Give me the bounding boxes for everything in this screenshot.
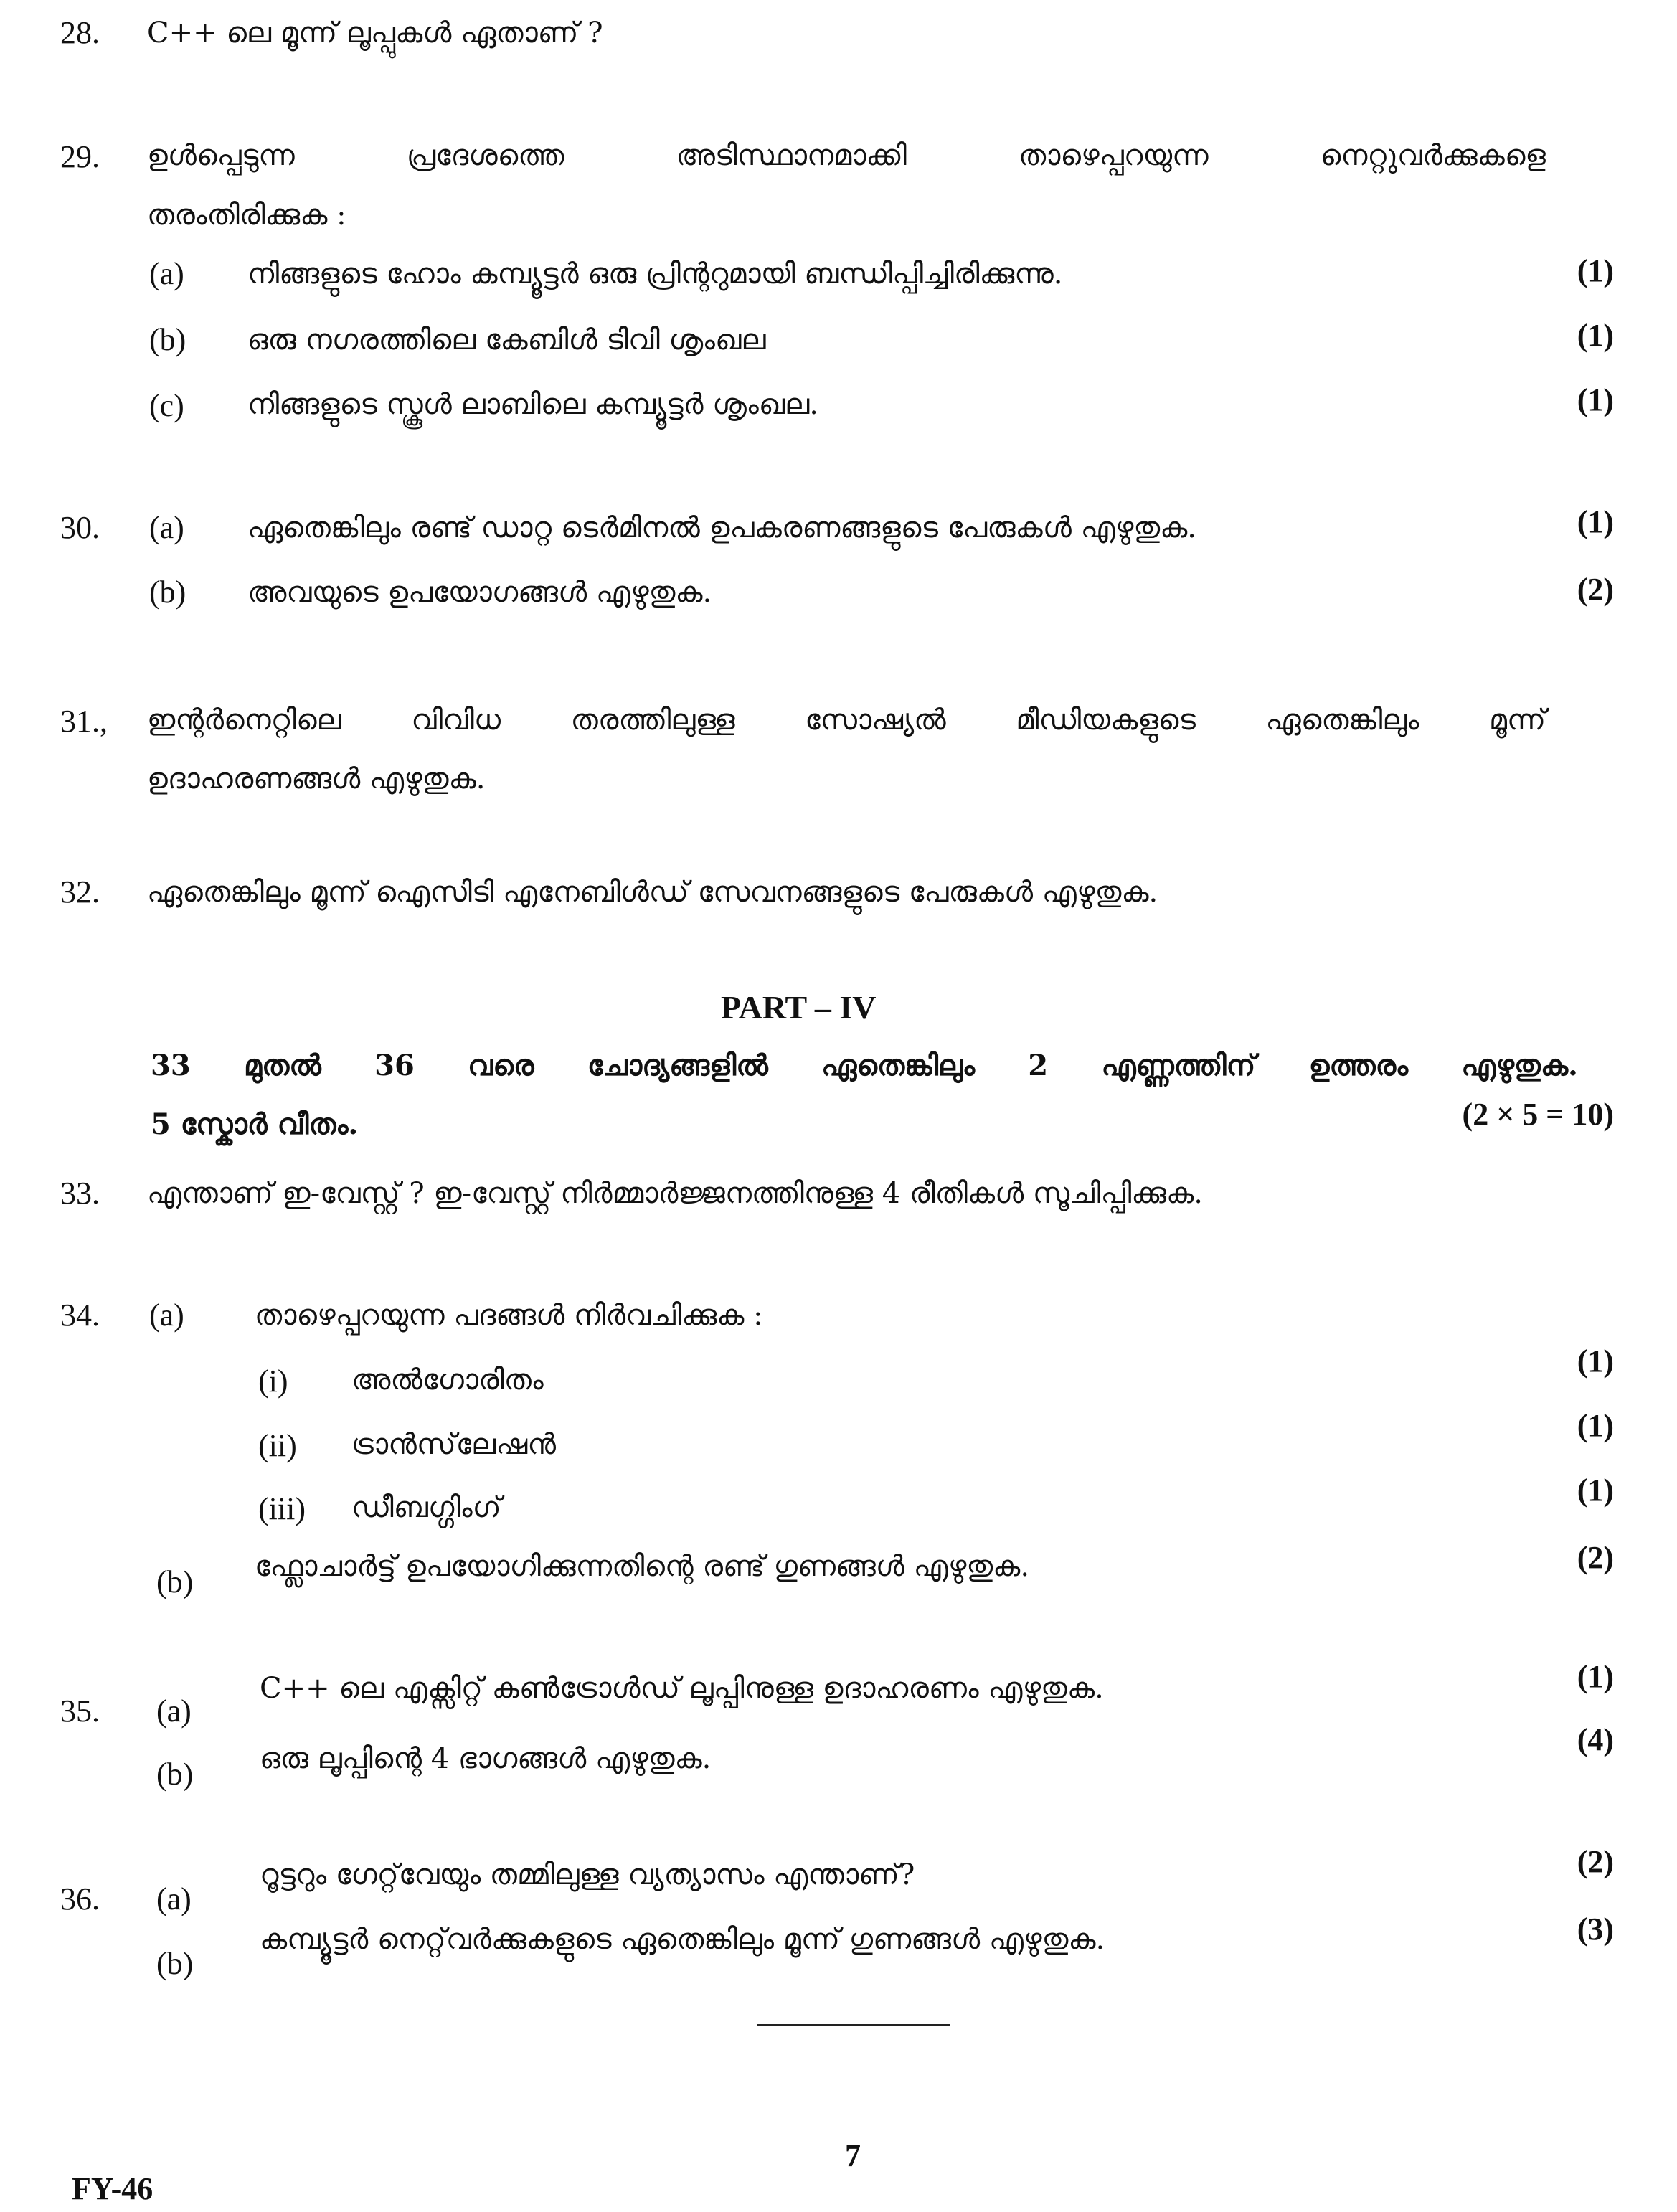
word: വരെ	[468, 1049, 534, 1082]
sub-label: (b)	[149, 322, 186, 357]
marks: (1)	[1577, 318, 1614, 353]
word: ഉൾപ്പെടുന്ന	[147, 139, 295, 172]
sub-sub-text: ട്രാൻസ്‌ലേഷൻ	[351, 1428, 557, 1461]
sub-label: (b)	[156, 1757, 194, 1792]
question-number: 36.	[60, 1881, 100, 1916]
word: നെറ്റുവർക്കുകളെ	[1320, 139, 1546, 172]
question-number: 30.	[60, 510, 100, 545]
marks: (2)	[1577, 1540, 1614, 1575]
paper-code: FY-46	[72, 2171, 153, 2206]
marks: (1)	[1577, 1473, 1614, 1508]
marks: (1)	[1577, 504, 1614, 539]
sub-sub-text: ഡീബഗ്ഗിംഗ്	[351, 1491, 501, 1524]
marks: (2)	[1577, 572, 1614, 607]
sub-label: (b)	[156, 1946, 194, 1981]
sub-text: ഫ്ലോചാർട്ട് ഉപയോഗിക്കുന്നതിന്റെ രണ്ട് ഗുണങ്ങൾ എഴുതുക.	[255, 1550, 1030, 1583]
sub-text: അവയുടെ ഉപയോഗങ്ങൾ എഴുതുക.	[247, 576, 712, 609]
question-text-line	[147, 138, 1546, 173]
question-text-line	[147, 703, 1546, 737]
question-text: എന്താണ് ഇ-വേസ്റ്റ് ? ഇ-വേസ്റ്റ് നിർമ്മാർജ്ജനത്തിനുള്ള 4 രീതികൾ സൂചിപ്പിക്കുക.	[147, 1177, 1203, 1210]
sub-label: (a)	[149, 1298, 184, 1333]
sub-label: (a)	[156, 1693, 192, 1729]
part-instruction-line	[151, 1049, 1578, 1083]
question-text: C++ ലെ മൂന്ന് ലൂപ്പുകൾ ഏതാണ് ?	[147, 16, 603, 49]
sub-text: റൂട്ടറും ഗേറ്റ്‌വേയും തമ്മിലുള്ള വ്യത്യാസം എന്താണ്?	[260, 1858, 915, 1891]
marks: (1)	[1577, 1408, 1614, 1443]
sub-label: (b)	[149, 575, 186, 610]
question-number: 31.,	[60, 704, 108, 739]
word: 2	[1028, 1049, 1049, 1082]
marks: (1)	[1577, 1659, 1614, 1694]
sub-label: (b)	[156, 1564, 194, 1599]
page-number: 7	[845, 2138, 861, 2173]
sub-label: (a)	[156, 1881, 192, 1916]
word: ഇന്റർനെറ്റിലെ	[147, 704, 341, 737]
sub-sub-label: (i)	[258, 1363, 288, 1399]
word: അടിസ്ഥാനമാക്കി	[676, 139, 907, 172]
sub-text: കമ്പ്യൂട്ടർ നെറ്റ്‌വർക്കുകളുടെ ഏതെങ്കിലും മൂന്ന് ഗുണങ്ങൾ എഴുതുക.	[260, 1923, 1105, 1956]
sub-text: ഏതെങ്കിലും രണ്ട് ഡാറ്റ ടെർമിനൽ ഉപകരണങ്ങളുടെ പേരുകൾ എഴുതുക.	[247, 511, 1197, 544]
marks: (1)	[1577, 253, 1614, 288]
question-number: 35.	[60, 1693, 100, 1729]
sub-sub-label: (iii)	[258, 1491, 306, 1526]
word: ചോദ്യങ്ങളിൽ	[587, 1049, 768, 1082]
marks: (2)	[1577, 1844, 1614, 1879]
sub-text: ഒരു ലൂപ്പിന്റെ 4 ഭാഗങ്ങൾ എഴുതുക.	[260, 1742, 712, 1775]
question-number: 32.	[60, 874, 100, 909]
sub-label: (a)	[149, 510, 184, 545]
word: സോഷ്യൽ	[805, 704, 946, 737]
word: താഴെപ്പറയുന്ന	[1018, 139, 1209, 172]
marks: (1)	[1577, 1343, 1614, 1379]
word: പ്രദേശത്തെ	[406, 139, 564, 172]
word: ഏതെങ്കിലും	[821, 1049, 975, 1082]
word: ഏതെങ്കിലും	[1265, 704, 1419, 737]
part-instruction-line: 5 സ്കോർ വീതം.	[151, 1107, 359, 1141]
word: എഴുതുക.	[1461, 1049, 1578, 1082]
word: മീഡിയകളുടെ	[1016, 704, 1196, 737]
question-number: 33.	[60, 1176, 100, 1211]
sub-text: നിങ്ങളുടെ സ്കൂൾ ലാബിലെ കമ്പ്യൂട്ടർ ശൃംഖല.	[247, 388, 819, 421]
word: വിവിധ	[411, 704, 501, 737]
question-number: 29.	[60, 139, 100, 174]
end-divider	[757, 2024, 950, 2026]
word: ഉത്തരം	[1308, 1049, 1408, 1082]
sub-text: നിങ്ങളുടെ ഹോം കമ്പ്യൂട്ടർ ഒരു പ്രിന്ററുമായി ബന്ധിപ്പിച്ചിരിക്കുന്നു.	[247, 257, 1063, 290]
sub-text: C++ ലെ എക്സിറ്റ് കൺട്രോൾഡ് ലൂപ്പിനുള്ള ഉദാഹരണം എഴുതുക.	[260, 1672, 1104, 1705]
part-heading: PART – IV	[721, 989, 877, 1026]
question-text: ഏതെങ്കിലും മൂന്ന് ഐസിടി എനേബിൾഡ് സേവനങ്ങളുടെ പേരുകൾ എഴുതുക.	[147, 876, 1158, 909]
word: തരത്തിലുള്ള	[570, 704, 735, 737]
part-score: (2 × 5 = 10)	[1462, 1097, 1614, 1132]
sub-text: താഴെപ്പറയുന്ന പദങ്ങൾ നിർവചിക്കുക :	[255, 1299, 763, 1332]
question-number: 34.	[60, 1298, 100, 1333]
marks: (3)	[1577, 1911, 1614, 1947]
word: എണ്ണത്തിന്	[1101, 1049, 1256, 1082]
word: 33	[151, 1049, 191, 1082]
word: മുതൽ	[244, 1049, 321, 1082]
marks: (4)	[1577, 1722, 1614, 1757]
question-text-line: ഉദാഹരണങ്ങൾ എഴുതുക.	[147, 762, 486, 795]
sub-label: (c)	[149, 388, 184, 423]
sub-sub-text: അൽഗോരിതം	[351, 1363, 544, 1396]
question-number: 28.	[60, 15, 100, 50]
sub-text: ഒരു നഗരത്തിലെ കേബിൾ ടിവി ശൃംഖല	[247, 323, 766, 356]
sub-label: (a)	[149, 256, 184, 291]
word: മൂന്ന്	[1488, 704, 1546, 737]
marks: (1)	[1577, 382, 1614, 417]
question-text-line: തരംതിരിക്കുക :	[147, 199, 346, 232]
word: 36	[374, 1049, 415, 1082]
sub-sub-label: (ii)	[258, 1428, 297, 1463]
